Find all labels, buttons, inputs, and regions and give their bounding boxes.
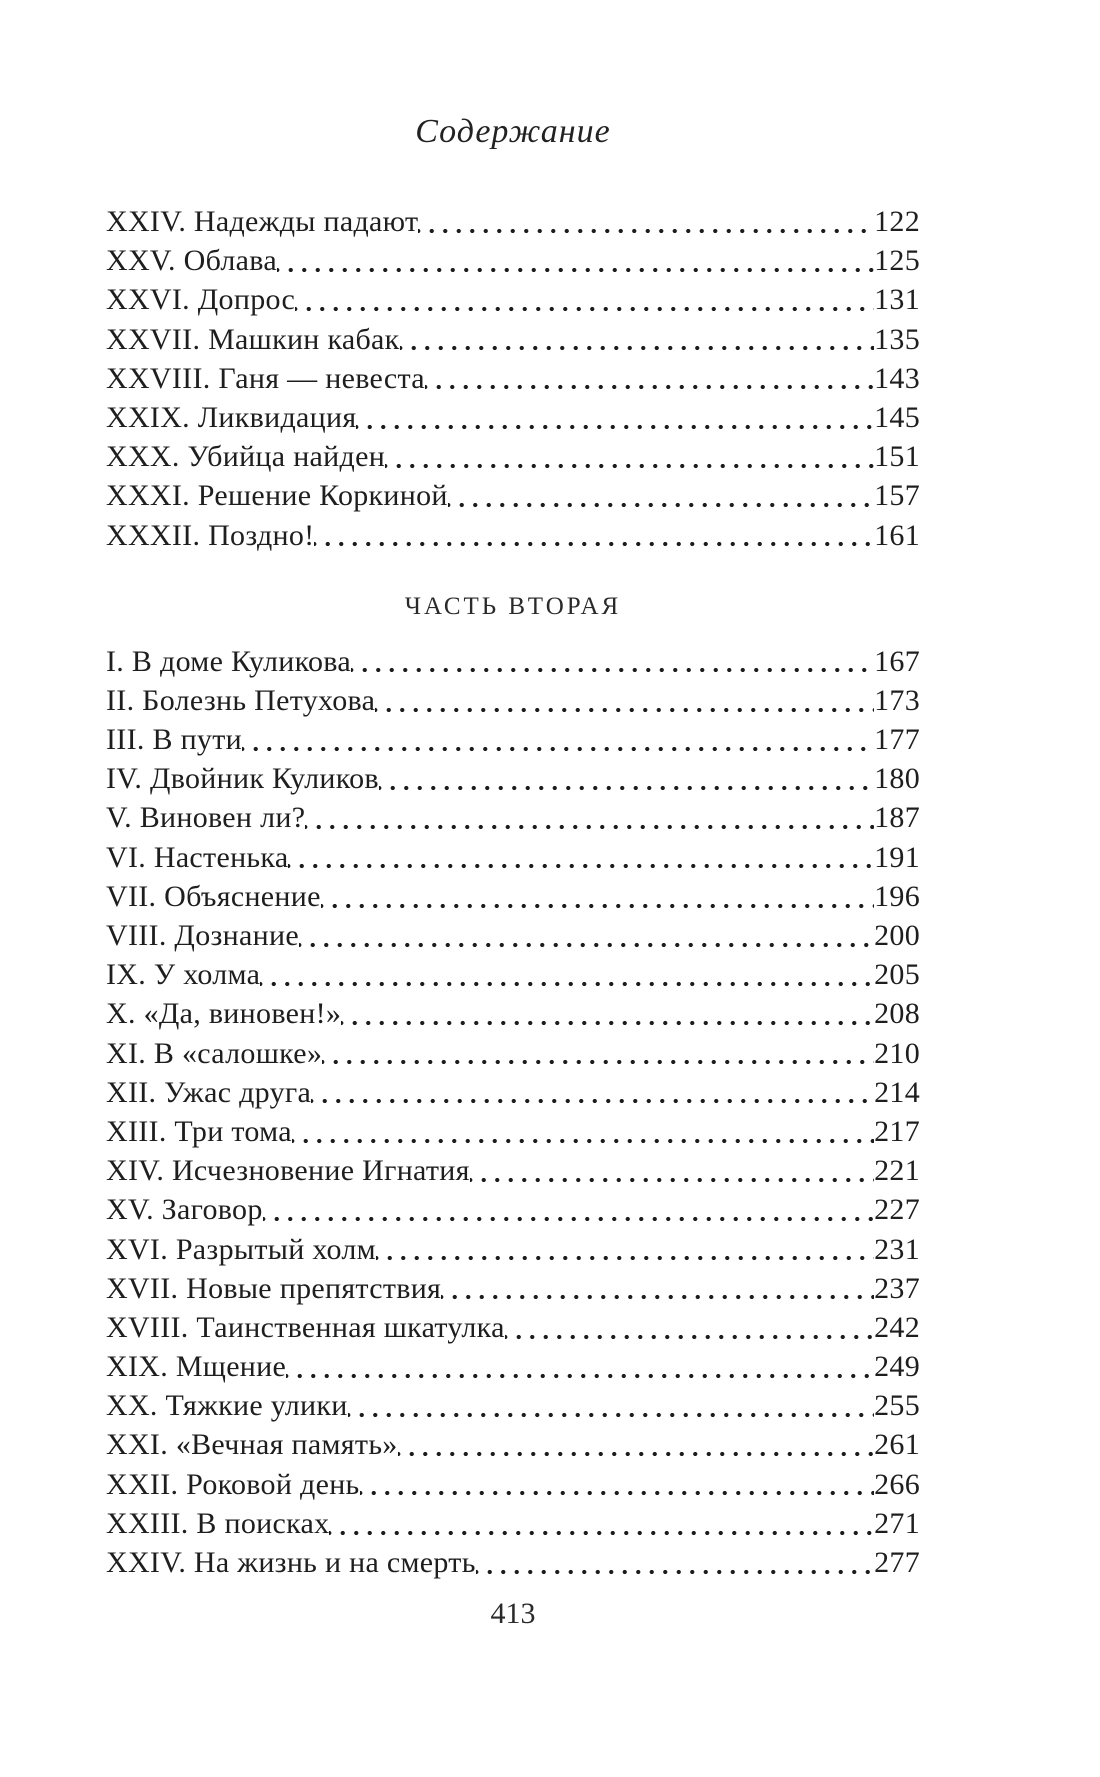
toc-entry-page: 125 [874,244,920,278]
dot-leader [329,1504,874,1543]
toc-entry-title: XVII. Новые препятствия [106,1271,442,1305]
dot-leader [418,202,874,241]
toc-entry-page: 249 [874,1350,920,1384]
toc-entry-title: XVIII. Таинственная шкатулка [106,1310,505,1344]
toc-entry [106,359,920,398]
toc-entry-title: IX. У холма [106,958,261,992]
toc-entry [106,1386,920,1425]
toc-entry-title: XIX. Мщение [106,1350,287,1384]
toc-entry-title: I. В доме Куликова [106,644,351,678]
toc-entry [106,241,920,280]
toc-entry [106,1504,920,1543]
toc-entry-page: 135 [874,322,920,356]
contents-heading: Содержание [415,113,611,150]
toc-entry-title: XXII. Роковой день [106,1467,360,1501]
toc-entry-page: 208 [874,997,920,1031]
toc-entry [106,280,920,319]
toc-entry-page: 255 [874,1389,920,1423]
toc-entry-page: 237 [874,1271,920,1305]
dot-leader [375,681,874,720]
dot-leader [299,916,874,955]
toc-entry-title: XXV. Облава [106,244,277,278]
toc-entry-page: 157 [874,479,920,513]
dot-leader [356,398,874,437]
toc-entry [106,720,920,759]
dot-leader [425,359,874,398]
dot-leader [400,320,875,359]
part-heading: ЧАСТЬ ВТОРАЯ [404,592,622,620]
toc-rows [106,642,920,1583]
toc-entry-page: 145 [874,400,920,434]
toc-entry-title: VII. Объяснение [106,879,321,913]
toc-entry [106,994,920,1033]
toc-entry [106,955,920,994]
toc-entry [106,681,920,720]
toc-entry-page: 266 [874,1467,920,1501]
dot-leader [376,1230,874,1269]
dot-leader [277,241,874,280]
toc-entry-title: XXXI. Решение Коркиной [106,479,448,513]
dot-leader [295,280,874,319]
toc-entry-page: 187 [874,801,920,835]
dot-leader [441,1269,874,1308]
toc-entry-title: XX. Тяжкие улики [106,1389,348,1423]
toc-entry [106,798,920,837]
toc-section [106,593,920,1583]
toc-entry-title: XXIII. В поисках [106,1506,330,1540]
toc-entry-page: 221 [874,1154,920,1188]
toc-entry-title: XXX. Убийца найден [106,440,386,474]
dot-leader [321,877,874,916]
toc-entry-page: 227 [874,1193,920,1227]
toc-entry-page: 173 [874,683,920,717]
toc-entry-title: XII. Ужас друга [106,1075,312,1109]
toc-entry [106,642,920,681]
toc-entry [106,916,920,955]
toc-entry-page: 217 [874,1114,920,1148]
toc-entry [106,1151,920,1190]
dot-leader [505,1308,874,1347]
dot-leader [476,1543,874,1582]
toc-entry [106,1034,920,1073]
toc-entry-page: 214 [874,1075,920,1109]
toc-entry-page: 271 [874,1506,920,1540]
toc-entry [106,1543,920,1582]
toc-entry [106,877,920,916]
toc-sections [106,202,920,1582]
toc-entry-page: 231 [874,1232,920,1266]
toc-entry-page: 191 [874,840,920,874]
dot-leader [288,838,874,877]
toc-entry [106,476,920,515]
toc-entry [106,838,920,877]
dot-leader [385,437,874,476]
toc-entry-title: XIV. Исчезновение Игнатия [106,1154,470,1188]
toc-rows [106,202,920,555]
toc-entry [106,437,920,476]
toc-entry [106,398,920,437]
toc-entry [106,1425,920,1464]
toc-entry-page: 151 [874,440,920,474]
toc-entry-page: 205 [874,958,920,992]
toc-entry-page: 261 [874,1428,920,1462]
page-number: 413 [490,1597,536,1631]
toc-entry-title: XXVII. Машкин кабак [106,322,400,356]
dot-leader [286,1347,874,1386]
toc-entry [106,202,920,241]
dot-leader [448,476,874,515]
toc-entry-page: 180 [874,762,920,796]
toc-section [106,202,920,555]
toc-entry-title: XXI. «Вечная память» [106,1428,398,1462]
toc-entry [106,320,920,359]
toc-entry-page: 131 [874,283,920,317]
toc-entry-title: XXIX. Ликвидация [106,400,357,434]
dot-leader [292,1112,874,1151]
toc-entry-title: XV. Заговор [106,1193,263,1227]
toc-entry [106,1190,920,1229]
toc-entry [106,516,920,555]
dot-leader [260,955,874,994]
dot-leader [305,798,874,837]
dot-leader [351,642,874,681]
toc-entry [106,759,920,798]
toc-entry-title: II. Болезнь Петухова [106,683,376,717]
toc-entry-page: 196 [874,879,920,913]
toc-entry [106,1269,920,1308]
toc-entry-title: XXIV. Надежды падают [106,205,419,238]
toc-entry [106,1308,920,1347]
toc-entry-page: 143 [874,361,920,395]
toc-entry [106,1347,920,1386]
dot-leader [398,1425,874,1464]
toc-entry-title: XXXII. Поздно! [106,518,315,552]
toc-entry-title: XI. В «салошке» [106,1036,323,1070]
dot-leader [242,720,874,759]
dot-leader [311,1073,874,1112]
toc-entry-title: XXIV. На жизнь и на смерть [106,1546,476,1579]
toc-entry-page: 167 [874,644,920,678]
toc-entry-title: VI. Настенька [106,840,289,874]
toc-entry-page: 161 [874,518,920,552]
toc-entry [106,1112,920,1151]
dot-leader [348,1386,874,1425]
toc-entry-title: III. В пути [106,723,243,757]
dot-leader [322,1034,874,1073]
toc-entry-page: 277 [874,1546,920,1579]
toc-entry-title: XVI. Разрытый холм [106,1232,376,1266]
dot-leader [341,994,874,1033]
dot-leader [263,1190,874,1229]
toc-entry-page: 177 [874,723,920,757]
toc-entry-title: IV. Двойник Куликов [106,762,379,796]
toc-entry-page: 242 [874,1310,920,1344]
toc-entry-title: V. Виновен ли? [106,801,306,835]
toc-entry-title: X. «Да, виновен!» [106,997,342,1031]
dot-leader [470,1151,874,1190]
dot-leader [379,759,874,798]
toc-entry-title: VIII. Дознание [106,919,299,952]
dot-leader [314,516,874,555]
toc-entry [106,1073,920,1112]
toc-entry-title: XXVI. Допрос [106,283,296,317]
toc-entry-title: XXVIII. Ганя — невеста [106,361,425,395]
toc-entry-page: 210 [874,1036,920,1070]
dot-leader [360,1465,875,1504]
toc-entry-page: 200 [874,919,920,952]
toc-entry [106,1230,920,1269]
toc-entry [106,1465,920,1504]
toc-entry-title: XIII. Три тома [106,1114,292,1148]
toc-entry-page: 122 [874,205,920,238]
